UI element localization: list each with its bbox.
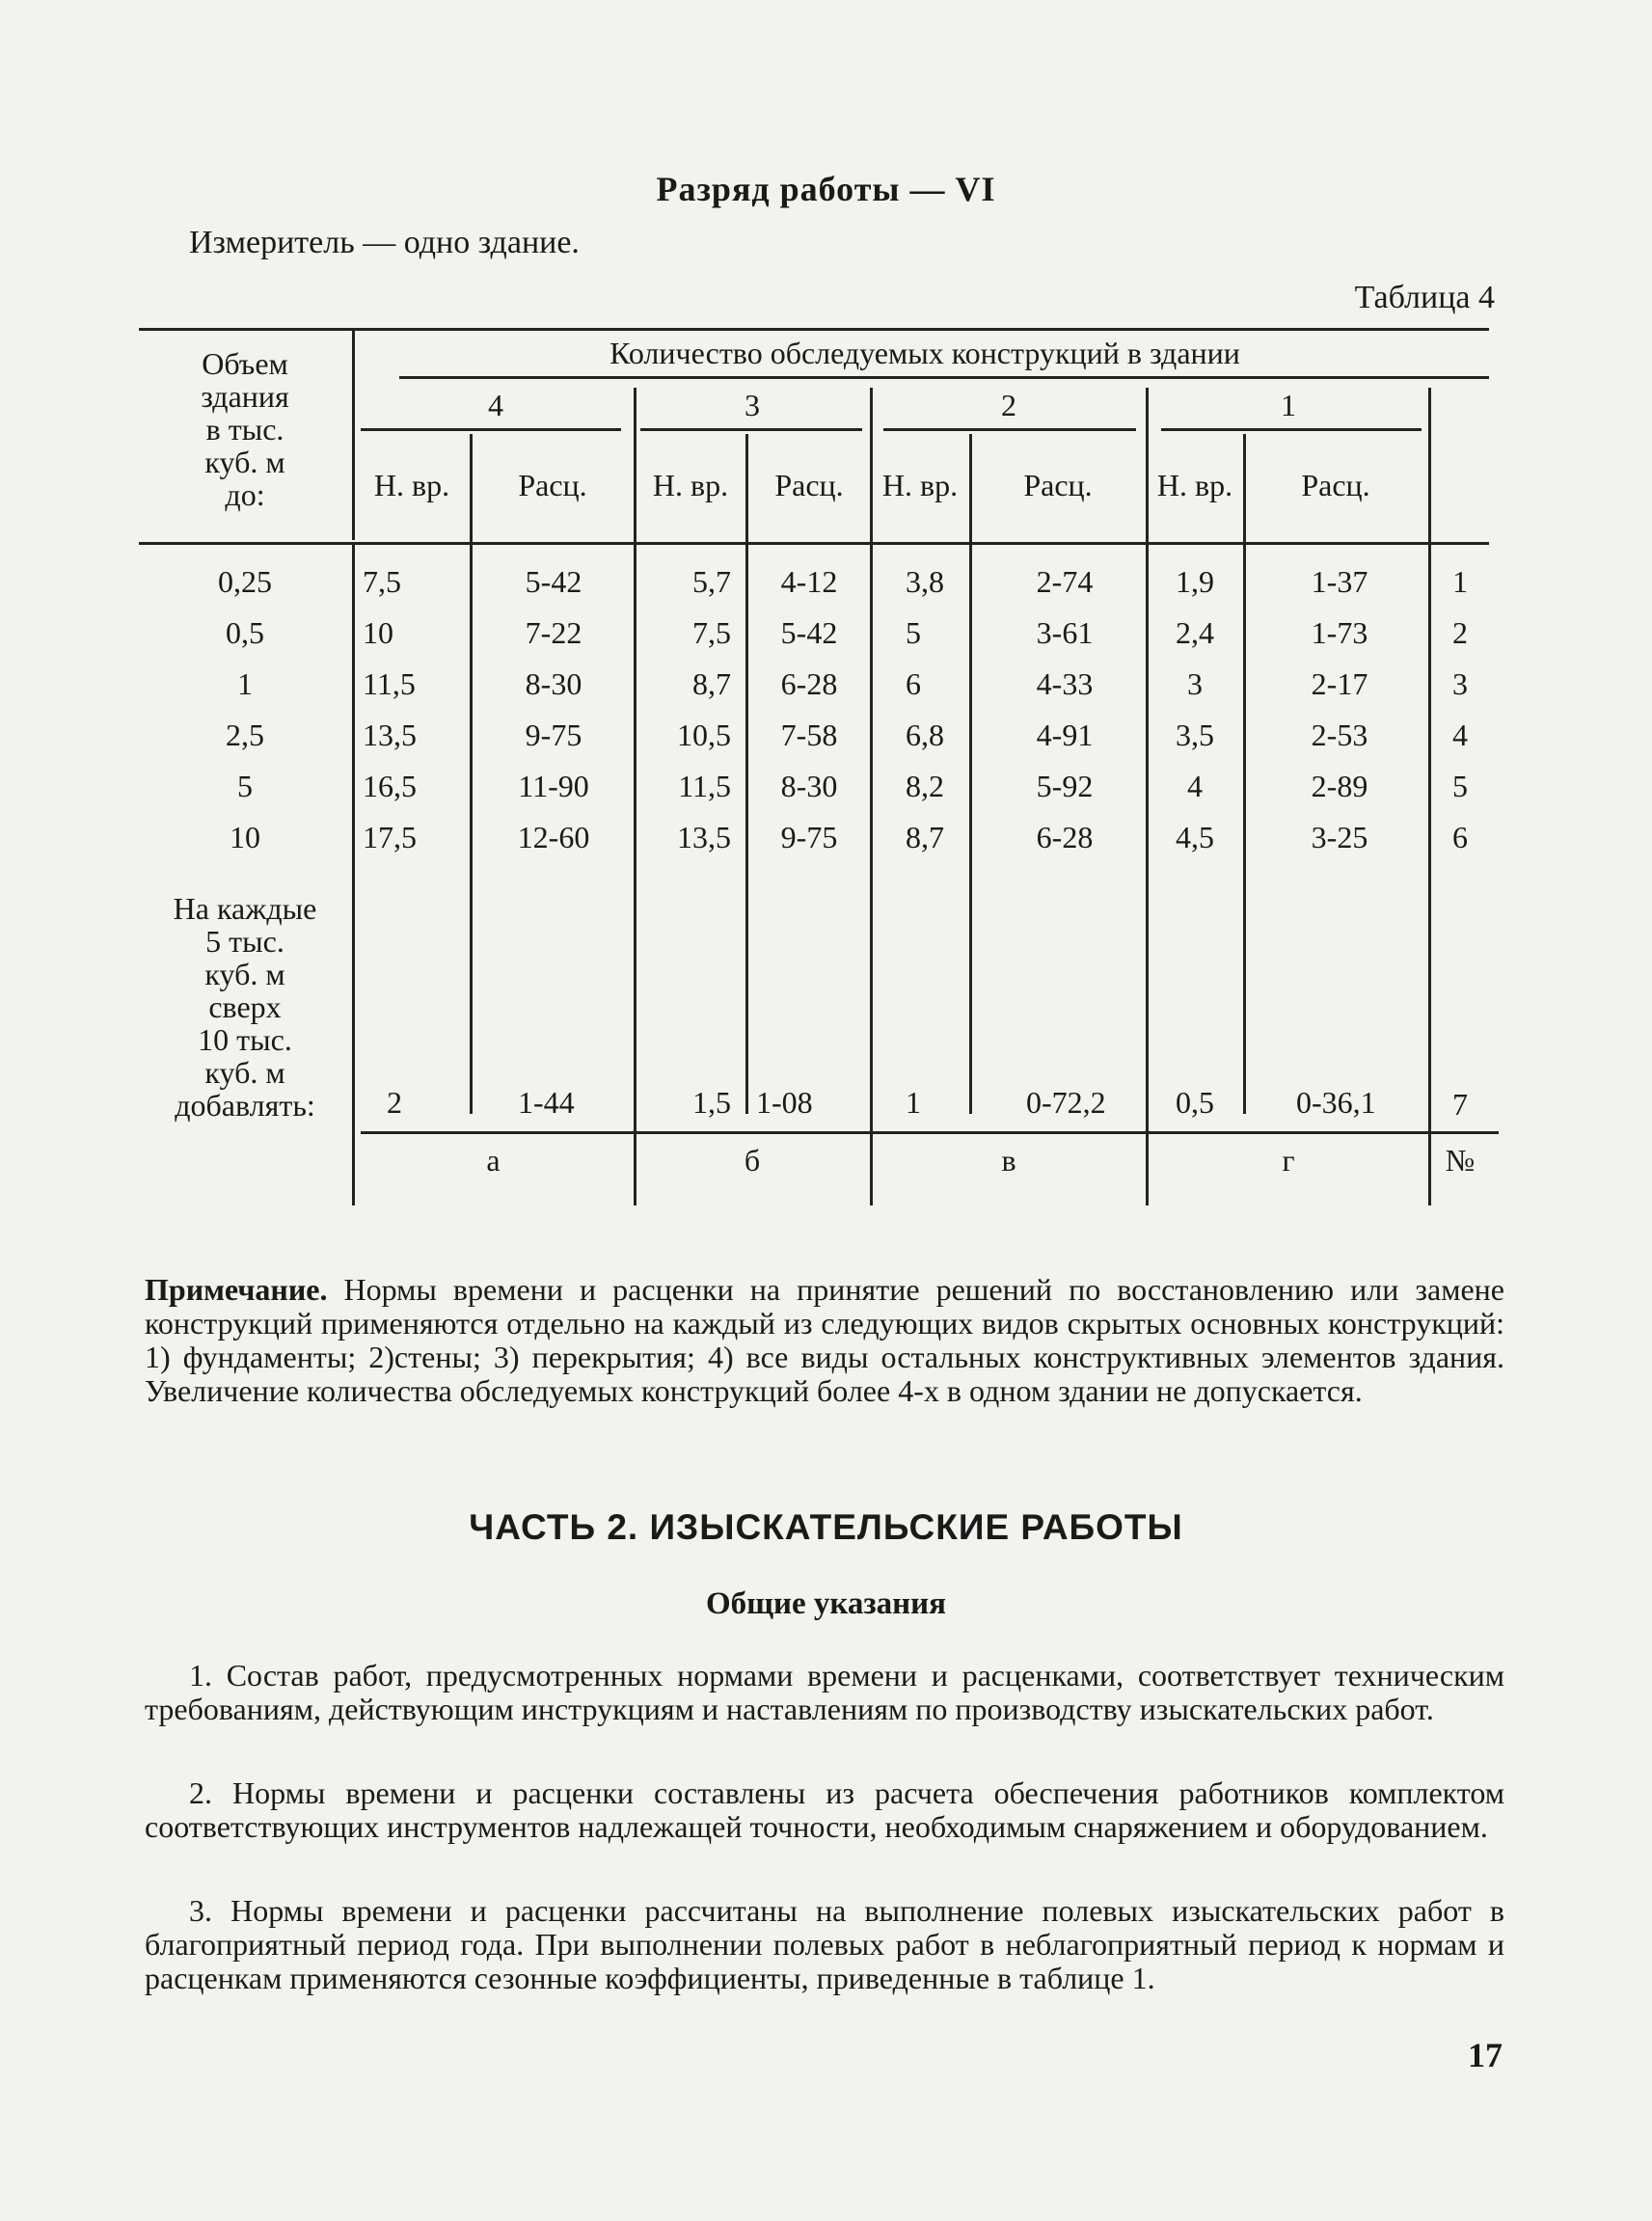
note-label: Примечание. (145, 1272, 328, 1307)
cell-rate-2: 5-92 (1036, 769, 1094, 803)
cell-time-4: 17,5 (363, 820, 417, 854)
cell-time-1: 2,4 (1176, 615, 1214, 650)
row-volume: 0,5 (226, 615, 264, 650)
sub-header-rate-3: Расц. (774, 468, 844, 502)
sub-header-rate-4: Расц. (518, 468, 587, 502)
footer-letter-v: в (1001, 1143, 1016, 1178)
sub-header-time-2: Н. вр. (881, 468, 959, 502)
row-volume: 0,25 (218, 564, 272, 599)
cell-time-4: 11,5 (363, 666, 416, 701)
note-text: Нормы времени и расценки на принятие решений по восстановлению или замене конструкций применяются отдельно на каждый из следующих видов скрытых основных конструкций: 1) фундаменты; 2)стены; 3) перекрытия; 4) все виды остальных конструктивных элементов здания. Увеличение количества обследуемых конструкций более 4-х в одном здании не допускается. (145, 1272, 1504, 1408)
col-divider-4 (470, 434, 473, 1114)
extra-time-2: 1 (906, 1085, 921, 1120)
group-1-rule (1161, 428, 1422, 431)
group-3-rule (640, 428, 862, 431)
footer-letter-g: г (1282, 1143, 1295, 1178)
sub-header-rate-2: Расц. (1023, 468, 1093, 502)
grade-heading: Разряд работы — VI (656, 170, 996, 208)
extra-rate-2: 0-72,2 (1026, 1085, 1106, 1120)
cell-time-2: 3,8 (906, 564, 944, 599)
cell-rate-1: 3-25 (1311, 820, 1368, 854)
row-volume: 2,5 (226, 718, 264, 752)
measure-unit: Измеритель — одно здание. (189, 225, 580, 260)
header-bottom-rule (139, 542, 1489, 545)
cell-time-1: 1,9 (1176, 564, 1214, 599)
paragraph-1: 1. Состав работ, предусмотренных нормами времени и расценками, соответствует техническим требованиям, действующим инструкциям и наставлениям по производству изыскательских работ. (145, 1658, 1504, 1726)
footer-letter-b: б (744, 1143, 761, 1178)
sub-header-time-1: Н. вр. (1156, 468, 1233, 502)
paragraph-3: 3. Нормы времени и расценки рассчитаны на выполнение полевых изыскательских работ в благоприятный период года. При выполнении полевых работ в неблагоприятный период к нормам и расценкам применяются сезонные коэффициенты, приведенные в таблице 1. (145, 1893, 1504, 1995)
cell-time-1: 3,5 (1176, 718, 1214, 752)
extra-rate-1: 0-36,1 (1296, 1085, 1376, 1120)
row-number: 1 (1452, 564, 1468, 599)
cell-rate-3: 6-28 (780, 666, 838, 701)
cell-rate-2: 2-74 (1036, 564, 1094, 599)
cell-rate-4: 5-42 (525, 564, 582, 599)
extra-rate-3: 1-08 (756, 1085, 813, 1120)
cell-time-3: 5,7 (692, 564, 731, 599)
body-bottom-rule (361, 1131, 1499, 1134)
cell-rate-2: 4-91 (1036, 718, 1094, 752)
cell-time-3: 8,7 (692, 666, 731, 701)
col-divider-2 (969, 434, 972, 1114)
cell-time-4: 13,5 (363, 718, 417, 752)
row-number: 6 (1452, 820, 1468, 854)
page-number: 17 (1468, 2036, 1503, 2074)
cell-rate-4: 8-30 (525, 666, 582, 701)
group-4-rule (361, 428, 621, 431)
norms-table (139, 328, 1489, 1234)
cell-time-3: 13,5 (677, 820, 731, 854)
cell-rate-4: 12-60 (517, 820, 590, 854)
cell-time-2: 5 (906, 615, 921, 650)
row-number: 4 (1452, 718, 1468, 752)
extra-row-label: На каждые 5 тыс. куб. м сверх 10 тыс. куб. м добавлять: (173, 891, 317, 1123)
cell-rate-2: 3-61 (1036, 615, 1094, 650)
group-2-rule (883, 428, 1136, 431)
cell-time-4: 10 (363, 615, 393, 650)
group-label-2: 2 (1001, 388, 1016, 422)
cell-time-1: 4,5 (1176, 820, 1214, 854)
cell-rate-1: 1-73 (1311, 615, 1368, 650)
cell-time-2: 6,8 (906, 718, 944, 752)
stub-header: Объем здания в тыс. куб. м до: (201, 346, 289, 512)
col-divider-1 (1243, 434, 1246, 1114)
cell-time-1: 3 (1187, 666, 1203, 701)
stub-divider-body (352, 545, 355, 1205)
cell-time-4: 16,5 (363, 769, 417, 803)
table-note (145, 1273, 1504, 1408)
group-label-3: 3 (745, 388, 760, 422)
cell-rate-3: 4-12 (780, 564, 838, 599)
row-number: 3 (1452, 666, 1468, 701)
cell-time-3: 10,5 (677, 718, 731, 752)
table-top-rule (139, 328, 1489, 331)
cell-rate-1: 2-89 (1311, 769, 1368, 803)
footer-letter-a: а (486, 1143, 501, 1178)
cell-time-3: 11,5 (678, 769, 731, 803)
paragraph-2: 2. Нормы времени и расценки составлены из расчета обеспечения работников комплектом соответствующих инструментов надлежащей точности, необходимым снаряжением и оборудованием. (145, 1775, 1504, 1844)
group-label-4: 4 (488, 388, 503, 422)
row-volume: 10 (230, 820, 260, 854)
group-divider-2-1 (1146, 388, 1149, 1205)
cell-time-2: 8,2 (906, 769, 944, 803)
cell-rate-4: 7-22 (525, 615, 582, 650)
group-label-1: 1 (1281, 388, 1296, 422)
cell-rate-3: 8-30 (780, 769, 838, 803)
cell-time-1: 4 (1187, 769, 1203, 803)
sub-header-time-3: Н. вр. (652, 468, 729, 502)
general-instructions-title: Общие указания (705, 1586, 947, 1621)
group-header-rule (399, 376, 1489, 379)
extra-time-4: 2 (387, 1085, 402, 1120)
footer-number-sign: № (1445, 1143, 1476, 1178)
sub-header-time-4: Н. вр. (373, 468, 450, 502)
row-number: 2 (1452, 615, 1468, 650)
cell-rate-4: 9-75 (525, 718, 582, 752)
cell-rate-1: 1-37 (1311, 564, 1368, 599)
cell-time-4: 7,5 (363, 564, 401, 599)
cell-rate-4: 11-90 (518, 769, 589, 803)
cell-rate-3: 7-58 (780, 718, 838, 752)
cell-rate-2: 4-33 (1036, 666, 1094, 701)
extra-row-number: 7 (1452, 1087, 1468, 1122)
cell-time-3: 7,5 (692, 615, 731, 650)
table-label: Таблица 4 (1354, 280, 1495, 315)
cell-rate-1: 2-17 (1311, 666, 1368, 701)
row-volume: 1 (237, 666, 253, 701)
cell-time-2: 8,7 (906, 820, 944, 854)
row-volume: 5 (237, 769, 253, 803)
extra-time-1: 0,5 (1176, 1085, 1214, 1120)
stub-divider (352, 330, 355, 540)
cell-time-2: 6 (906, 666, 921, 701)
cell-rate-1: 2-53 (1311, 718, 1368, 752)
cell-rate-3: 9-75 (780, 820, 838, 854)
part-title: ЧАСТЬ 2. ИЗЫСКАТЕЛЬСКИЕ РАБОТЫ (469, 1507, 1183, 1547)
row-number: 5 (1452, 769, 1468, 803)
extra-time-3: 1,5 (692, 1085, 731, 1120)
sub-header-rate-1: Расц. (1301, 468, 1370, 502)
extra-rate-4: 1-44 (518, 1085, 575, 1120)
cell-rate-2: 6-28 (1036, 820, 1094, 854)
cell-rate-3: 5-42 (780, 615, 838, 650)
group-header: Количество обследуемых конструкций в здании (609, 336, 1240, 370)
